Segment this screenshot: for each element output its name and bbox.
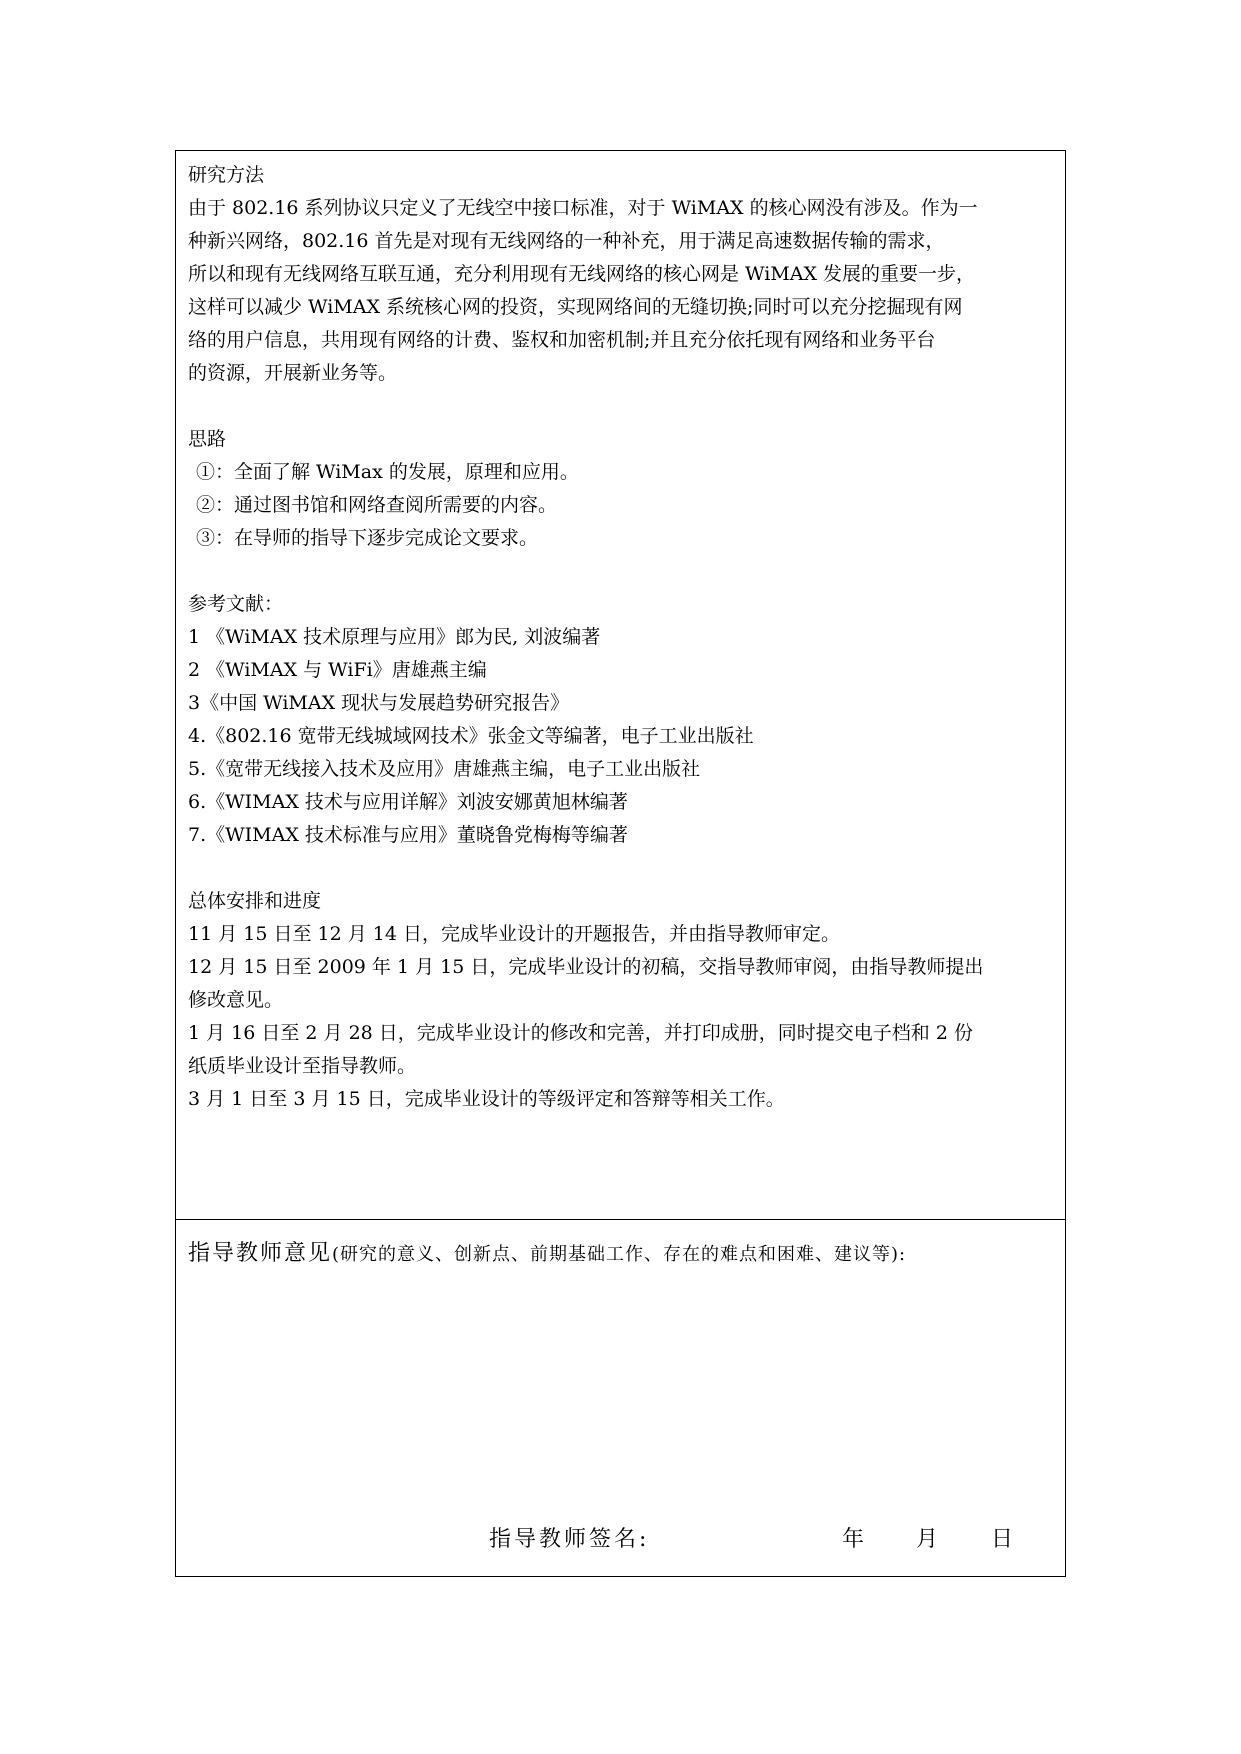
schedule-line: 12 月 15 日至 2009 年 1 月 15 日，完成毕业设计的初稿，交指导教师审阅，由指导教师提出 — [188, 956, 984, 978]
schedule-line: 11 月 15 日至 12 月 14 日，完成毕业设计的开题报告，并由指导教师审定。 — [188, 923, 840, 945]
signature-year-label: 年 — [842, 1527, 865, 1552]
signature-month-label: 月 — [916, 1527, 939, 1552]
advisor-opinion-title: 指导教师意见 — [188, 1241, 333, 1266]
reference-item: 6.《WIMAX 技术与应用详解》刘波安娜黄旭林编著 — [188, 791, 628, 813]
advisor-opinion-heading — [188, 1236, 1058, 1267]
research-method-heading: 研究方法 — [188, 164, 265, 186]
research-method-line: 这样可以减少 WiMAX 系统核心网的投资，实现网络间的无缝切换;同时可以充分挖掘现有网 — [188, 296, 963, 318]
spacer — [188, 390, 1058, 423]
advisor-signature-label: 指导教师签名: — [489, 1527, 650, 1552]
schedule-heading: 总体安排和进度 — [188, 890, 322, 912]
advisor-opinion-cell — [176, 1220, 1065, 1576]
reference-item: 3《中国 WiMAX 现状与发展趋势研究报告》 — [188, 692, 570, 714]
research-method-line: 由于 802.16 系列协议只定义了无线空中接口标准，对于 WiMAX 的核心网没有涉及。作为一 — [188, 197, 978, 219]
research-method-line: 种新兴网络，802.16 首先是对现有无线网络的一种补充，用于满足高速数据传输的需求， — [188, 230, 945, 252]
research-method-line: 的资源，开展新业务等。 — [188, 362, 398, 384]
approach-item: ③：在导师的指导下逐步完成论文要求。 — [196, 527, 539, 549]
schedule-line: 修改意见。 — [188, 989, 284, 1011]
reference-item: 2 《WiMAX 与 WiFi》唐雄燕主编 — [188, 659, 487, 681]
schedule-line: 纸质毕业设计至指导教师。 — [188, 1055, 417, 1077]
proposal-form-table — [175, 150, 1066, 1577]
approach-heading: 思路 — [188, 428, 227, 450]
schedule-line: 1 月 16 日至 2 月 28 日，完成毕业设计的修改和完善，并打印成册，同时提交电子档和 2 份 — [188, 1022, 973, 1044]
advisor-opinion-subtitle: (研究的意义、创新点、前期基础工作、存在的难点和困难、建议等): — [332, 1244, 907, 1265]
reference-item: 7.《WIMAX 技术标准与应用》董晓鲁党梅梅等编著 — [188, 824, 628, 846]
approach-item: ②：通过图书馆和网络查阅所需要的内容。 — [196, 494, 558, 516]
proposal-content — [188, 159, 1058, 1116]
approach-item: ①：全面了解 WiMax 的发展，原理和应用。 — [196, 461, 579, 483]
schedule-line: 3 月 1 日至 3 月 15 日，完成毕业设计的等级评定和答辩等相关工作。 — [188, 1088, 785, 1110]
reference-item: 5.《宽带无线接入技术及应用》唐雄燕主编，电子工业出版社 — [188, 758, 701, 780]
references-heading: 参考文献： — [188, 593, 284, 615]
reference-item: 1 《WiMAX 技术原理与应用》郎为民, 刘波编著 — [188, 626, 601, 648]
proposal-content-cell — [176, 151, 1065, 1220]
signature-day-label: 日 — [991, 1527, 1014, 1552]
spacer — [188, 555, 1058, 588]
spacer — [188, 852, 1058, 885]
research-method-line: 所以和现有无线网络互联互通，充分利用现有无线网络的核心网是 WiMAX 发展的重要一步， — [188, 263, 976, 285]
reference-item: 4.《802.16 宽带无线城域网技术》张金文等编著，电子工业出版社 — [188, 725, 754, 747]
research-method-line: 络的用户信息，共用现有网络的计费、鉴权和加密机制;并且充分依托现有网络和业务平台 — [188, 329, 936, 351]
